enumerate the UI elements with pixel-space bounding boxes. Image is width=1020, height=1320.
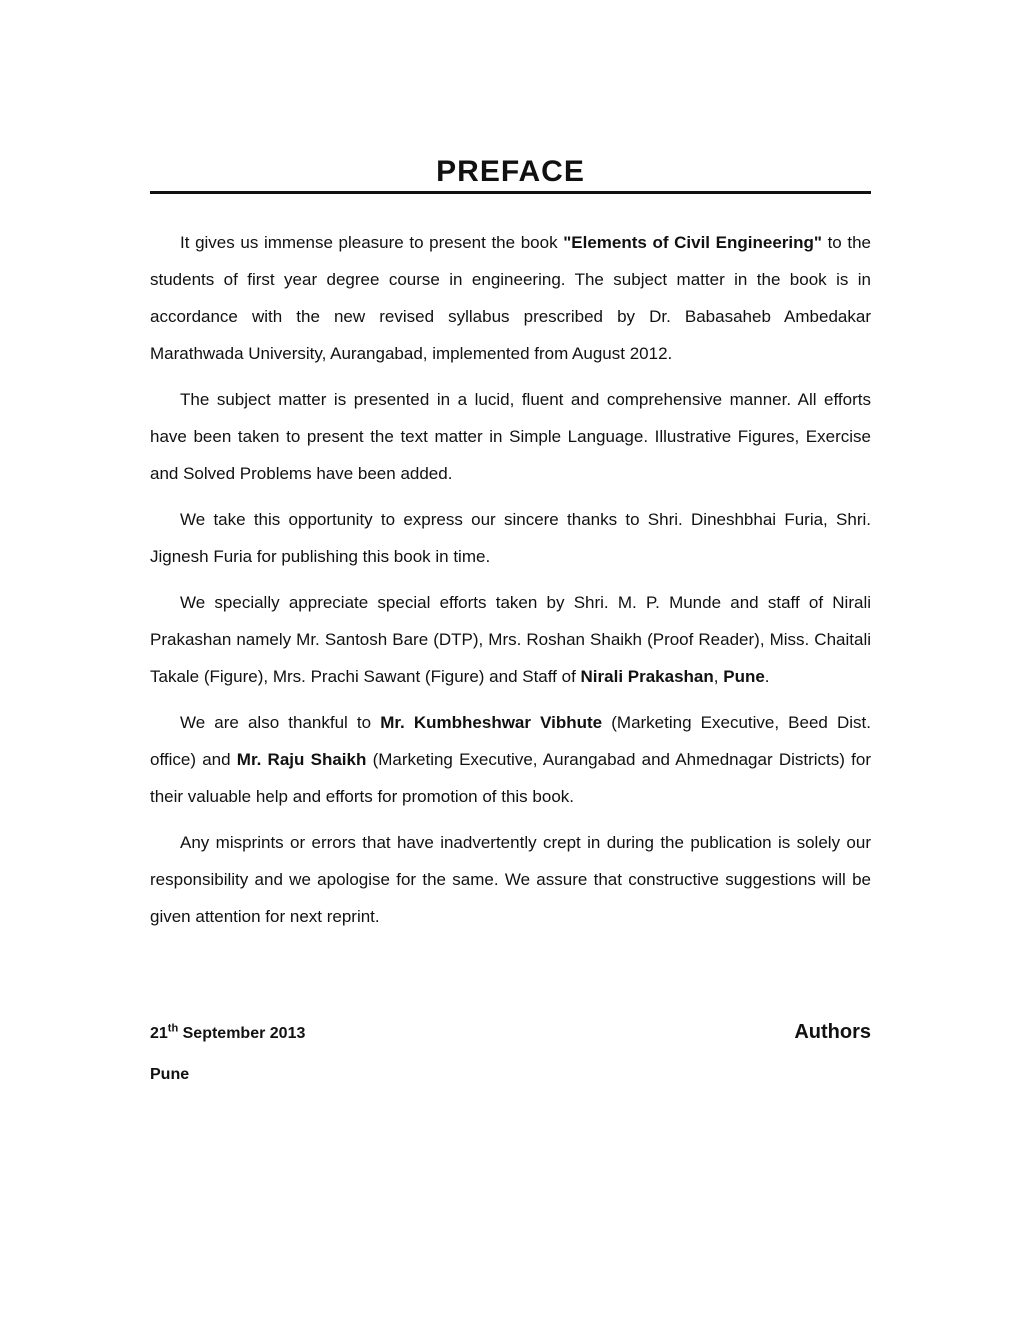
paragraph (150, 704, 871, 815)
paragraph (150, 584, 871, 695)
body-text: , (713, 667, 724, 686)
paragraph (150, 381, 871, 492)
page-footer (150, 1021, 871, 1084)
body-text: The subject matter is presented in a lucid, fluent and comprehensive manner. All efforts have been taken to present the text matter in Simple Language. Illustrative Figures, Exercise and Solved Problems have been added. (150, 390, 871, 483)
page-header (150, 155, 871, 194)
page-title: PREFACE (436, 155, 585, 188)
date-line (150, 1022, 306, 1043)
date-suffix: th (167, 1022, 179, 1035)
paragraph (150, 501, 871, 575)
date-day: 21 (150, 1025, 168, 1042)
bold-text: Mr. Kumbheshwar Vibhute (380, 713, 603, 732)
place-label: Pune (150, 1066, 190, 1083)
body-text: . (764, 667, 770, 686)
body-text: to the students of first year degree course in engineering. The subject matter in the book is in accordance with the new revised syllabus prescribed by Dr. Babasaheb Ambedakar Marathwada University, Aurangabad, implemented from August 2012. (150, 233, 871, 363)
body-text: We specially appreciate special efforts taken by Shri. M. P. Munde and staff of Nirali Prakashan namely Mr. Santosh Bare (DTP), Mrs. Roshan Shaikh (Proof Reader), Miss. Chaitali Takale (Figure), Mrs. Prachi Sawant (Figure) and Staff of (150, 593, 871, 686)
body-text: We are also thankful to (180, 713, 381, 732)
authors-label: Authors (794, 1021, 871, 1043)
bold-text: Nirali Prakashan (580, 667, 714, 686)
bold-text: Pune (723, 667, 765, 686)
bold-text: "Elements of Civil Engineering" (563, 233, 822, 252)
body-text: (Marketing Executive, Aurangabad and Ahmednagar Districts) for their valuable help and efforts for promotion of this book. (150, 750, 871, 806)
body-text: Any misprints or errors that have inadvertently crept in during the publication is solely our responsibility and we apologise for the same. We assure that constructive suggestions will be given attention for next reprint. (150, 833, 871, 926)
footer-row (150, 1021, 871, 1044)
body-text: It gives us immense pleasure to present the book (180, 233, 564, 252)
body-text: We take this opportunity to express our sincere thanks to Shri. Dineshbhai Furia, Shri. Jignesh Furia for publishing this book in time. (150, 510, 871, 566)
paragraph (150, 224, 871, 372)
bold-text: Mr. Raju Shaikh (236, 750, 367, 769)
body-text: (Marketing Executive, Beed Dist. office) and (150, 713, 871, 769)
paragraph (150, 824, 871, 935)
title-underline (150, 191, 871, 194)
date-rest: September 2013 (178, 1025, 306, 1042)
preface-body (150, 224, 871, 935)
